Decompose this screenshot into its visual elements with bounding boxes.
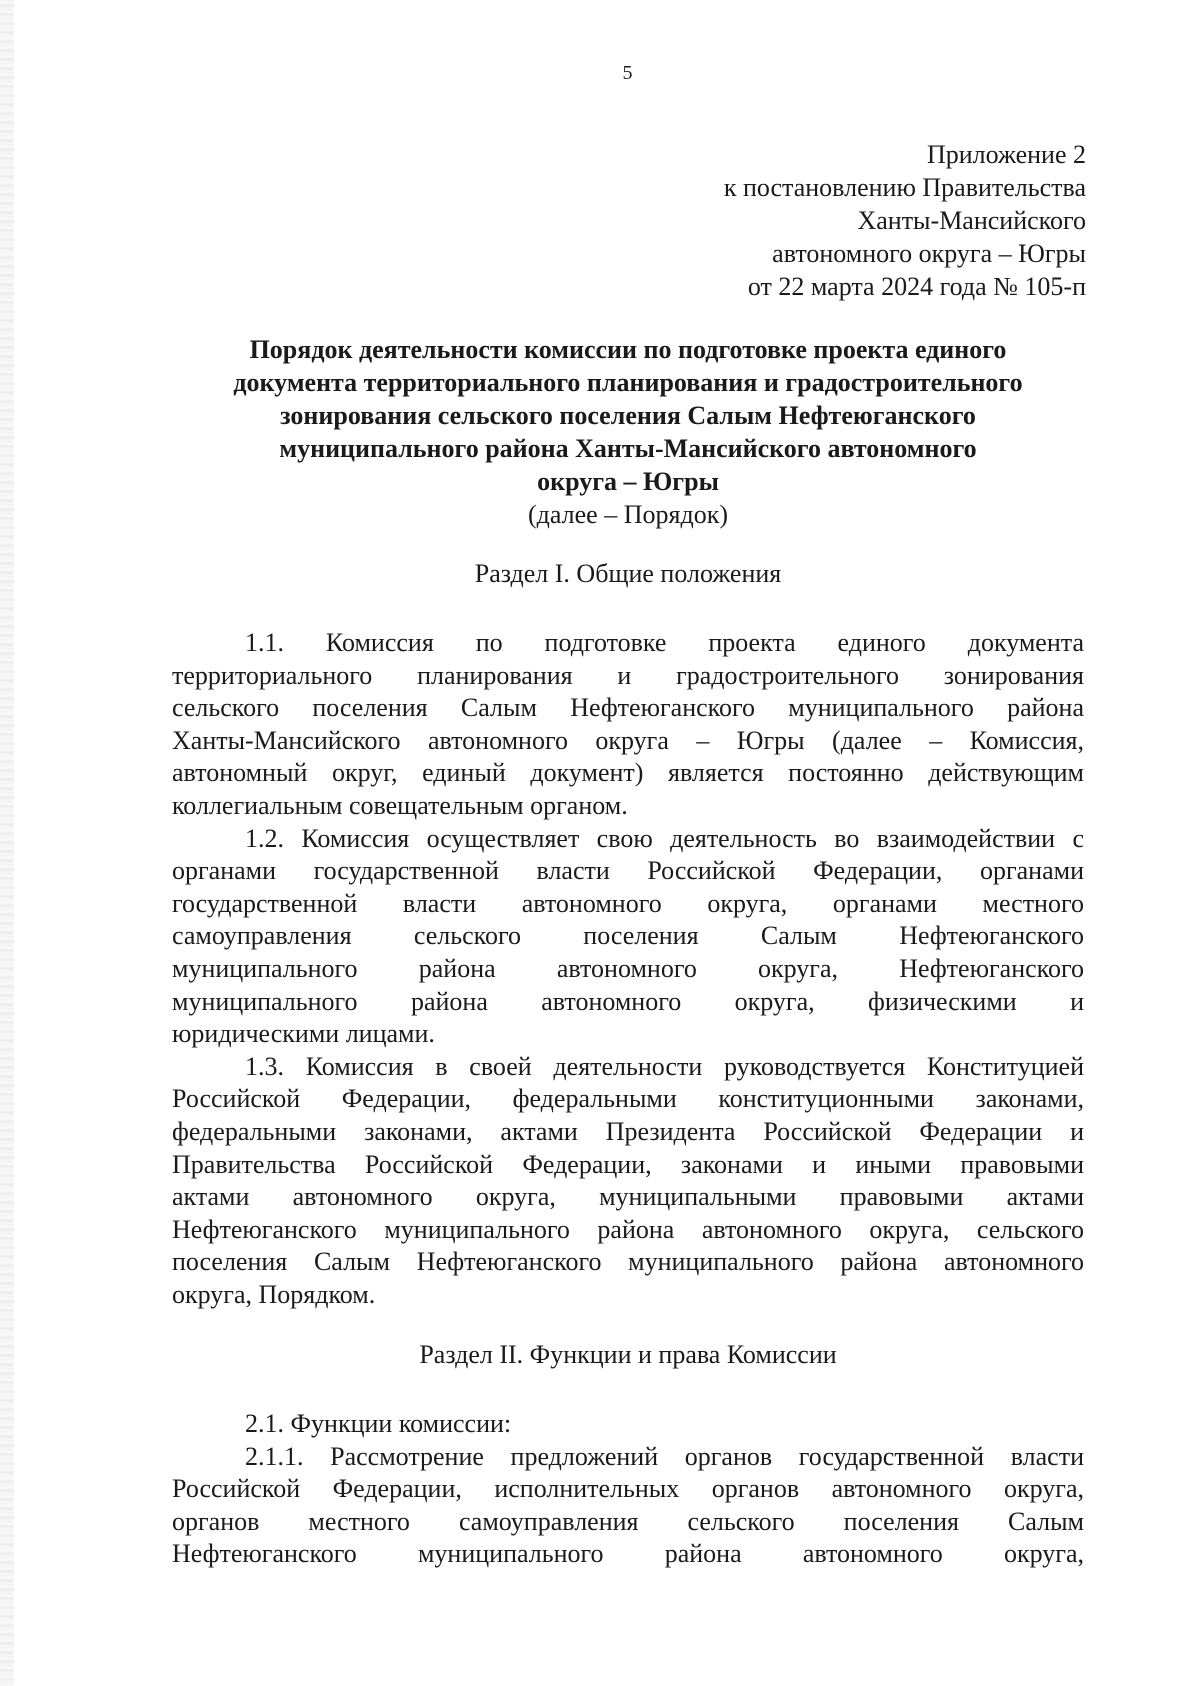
appendix-line: Ханты-Мансийского [857, 206, 1086, 235]
paragraph-line: 1.1. Комиссия по подготовке проекта единого документа [245, 628, 1084, 657]
paragraph-line: органов местного самоуправления сельского поселения Салым [172, 1506, 1084, 1536]
paragraph-line: 2.1. Функции комиссии: [245, 1409, 512, 1438]
paragraph-line: Российской Федерации, федеральными конституционными законами, [172, 1084, 1084, 1114]
title-line: зонирования сельского поселения Салым Нефтеюганского [280, 401, 976, 430]
paragraph-line: Правительства Российской Федерации, законами и иными правовыми [172, 1149, 1084, 1179]
paragraph-line: сельского поселения Салым Нефтеюганского муниципального района [172, 693, 1084, 723]
section-2-heading: Раздел II. Функции и права Комиссии [419, 1340, 837, 1369]
paragraph-line: государственной власти автономного округа, органами местного [172, 888, 1084, 918]
paragraph-line: самоуправления сельского поселения Салым Нефтеюганского [172, 921, 1084, 951]
paragraph-line: 2.1.1. Рассмотрение предложений органов государственной власти [245, 1441, 1084, 1471]
appendix-line: Приложение 2 [926, 140, 1086, 169]
paragraph-line: муниципального района автономного округа, физическими и [172, 986, 1084, 1016]
appendix-header [724, 138, 1086, 303]
section-2-body [172, 1408, 1084, 1571]
paragraph-line: поселения Салым Нефтеюганского муниципального района автономного [172, 1247, 1084, 1277]
title-line: Порядок деятельности комиссии по подготовке проекта единого [249, 335, 1007, 364]
paragraph-line: 1.3. Комиссия в своей деятельности руководствуется Конституцией [245, 1051, 1084, 1081]
paragraph-line: актами автономного округа, муниципальными правовыми актами [172, 1182, 1084, 1212]
appendix-line: от 22 марта 2024 года № 105-п [747, 272, 1086, 301]
title-line: документа территориального планирования и градостроительного [233, 368, 1023, 397]
paragraph-line: Ханты-Мансийского автономного округа – Югры (далее – Комиссия, [172, 725, 1084, 755]
document-title [172, 333, 1084, 498]
section-1-heading: Раздел I. Общие положения [474, 559, 782, 588]
title-line: округа – Югры [537, 467, 719, 496]
appendix-line: к постановлению Правительства [723, 173, 1086, 202]
document-title-block [172, 333, 1084, 531]
document-subtitle: (далее – Порядок) [528, 500, 728, 529]
appendix-line: автономного округа – Югры [772, 239, 1086, 268]
paragraph-line: территориального планирования и градостроительного зонирования [172, 660, 1084, 690]
paragraph-line: Нефтеюганского муниципального района автономного округа, [172, 1539, 1084, 1569]
paragraph-line: Российской Федерации, исполнительных органов автономного округа, [172, 1474, 1084, 1504]
paragraph-line: коллегиальным совещательным органом. [172, 790, 628, 820]
paragraph-line: автономный округ, единый документ) является постоянно действующим [172, 758, 1084, 788]
paragraph-line: органами государственной власти Российской Федерации, органами [172, 856, 1084, 886]
page-number: 5 [622, 62, 633, 84]
scan-edge [0, 0, 14, 1686]
paragraph-line: Нефтеюганского муниципального района автономного округа, сельского [172, 1214, 1084, 1244]
paragraph-line: юридическими лицами. [172, 1019, 435, 1049]
section-1-body [172, 627, 1084, 1311]
paragraph-line: 1.2. Комиссия осуществляет свою деятельность во взаимодействии с [245, 823, 1084, 853]
paragraph-line: округа, Порядком. [172, 1279, 376, 1309]
paragraph-line: федеральными законами, актами Президента Российской Федерации и [172, 1116, 1084, 1146]
title-line: муниципального района Ханты-Мансийского автономного [279, 434, 977, 463]
paragraph-line: муниципального района автономного округа, Нефтеюганского [172, 953, 1084, 983]
